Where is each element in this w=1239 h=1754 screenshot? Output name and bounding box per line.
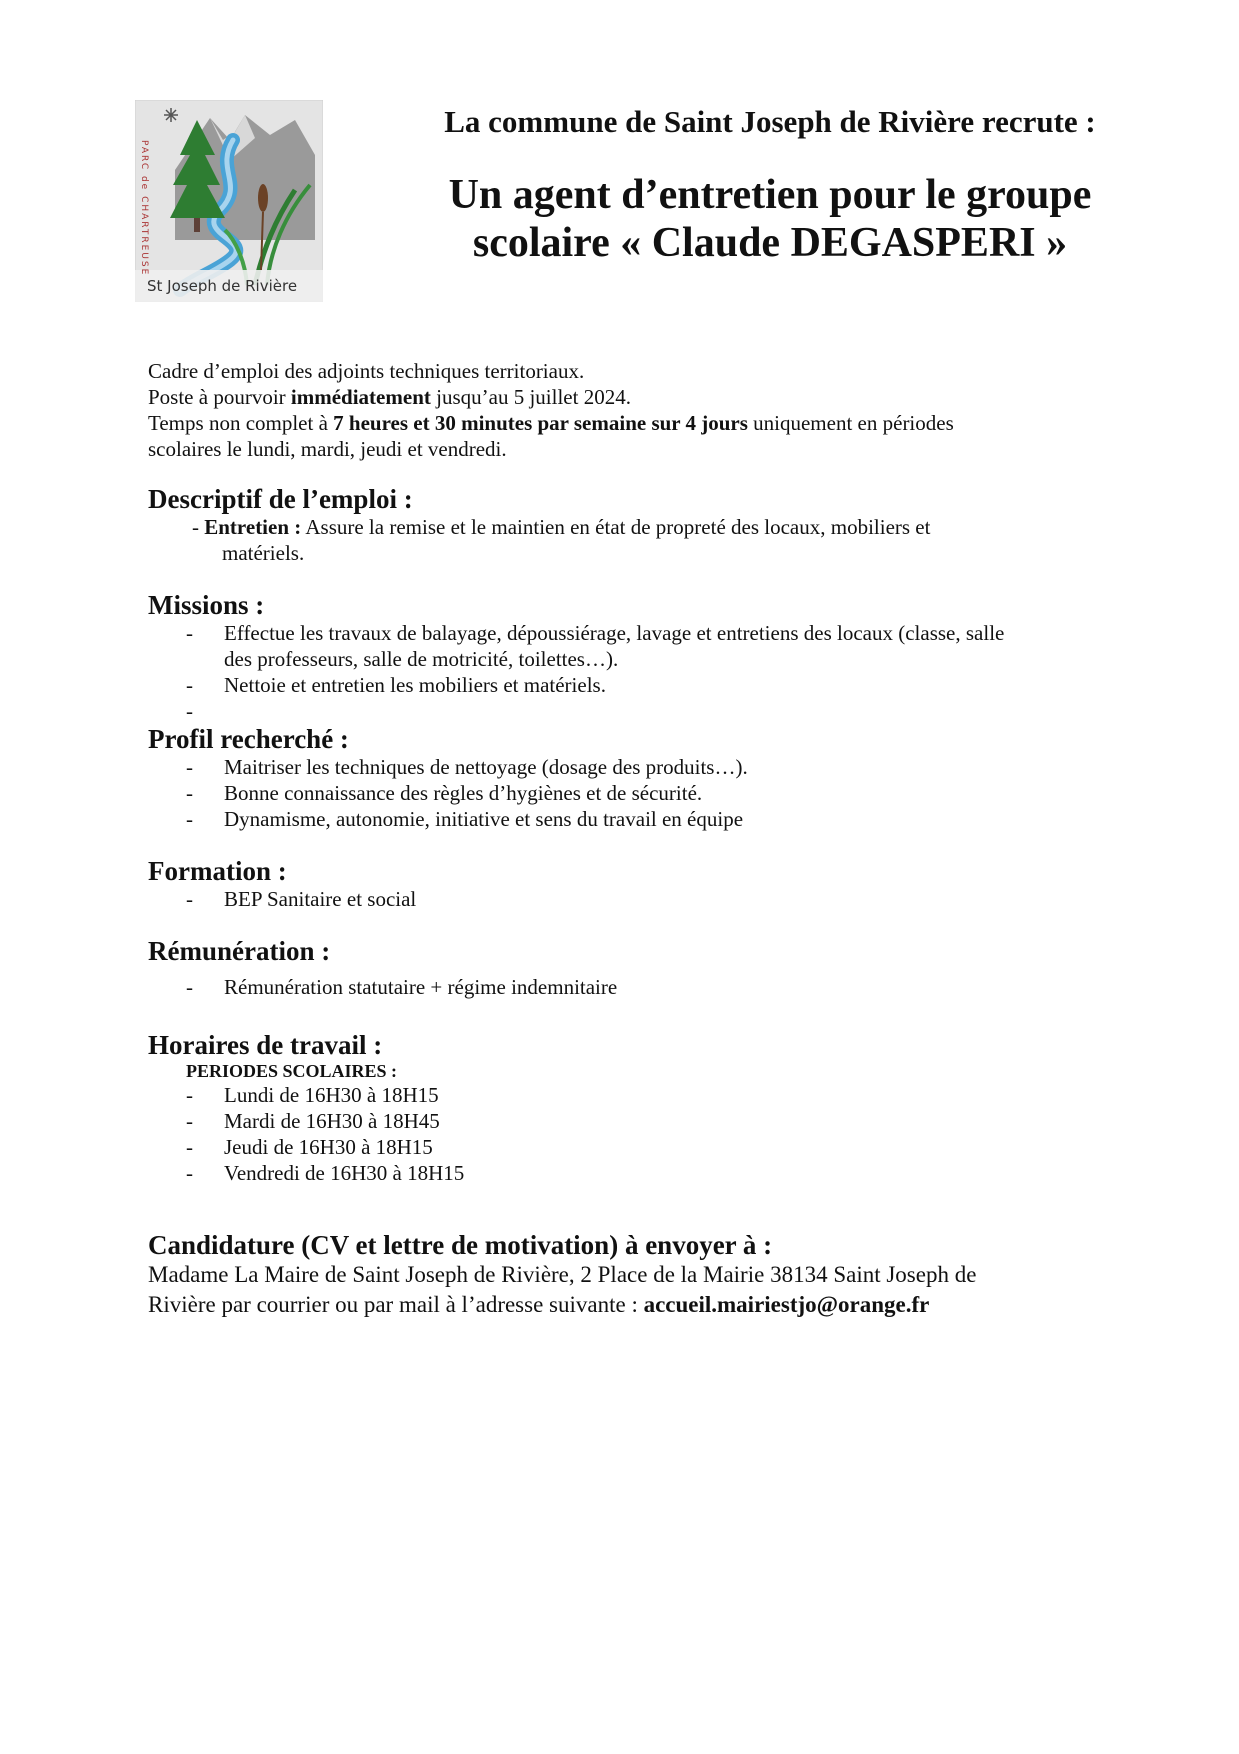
- list-item-text: BEP Sanitaire et social: [224, 887, 417, 911]
- descriptif-continuation: matériels.: [222, 541, 305, 565]
- descriptif-label: Entretien :: [204, 515, 302, 539]
- list-item-text: Rémunération statutaire + régime indemnitaire: [224, 975, 618, 999]
- candidature-address: Madame La Maire de Saint Joseph de Rivière, 2 Place de la Mairie 38134 Saint Joseph de: [148, 1262, 977, 1287]
- section-heading: Horaires de travail :: [148, 1030, 383, 1060]
- list-item: [148, 1108, 1098, 1134]
- intro-text: Temps non complet à: [148, 411, 334, 435]
- intro-text: uniquement en périodes: [747, 411, 954, 435]
- dash-bullet: -: [186, 975, 193, 999]
- dash-bullet: -: [186, 673, 193, 697]
- list-item: [148, 1082, 1098, 1108]
- section-missions: [148, 590, 1098, 724]
- list-item: [148, 806, 1098, 832]
- section-heading: Missions :: [148, 590, 265, 620]
- descriptif-text: Assure la remise et le maintien en état de propreté des locaux, mobiliers et: [301, 515, 931, 539]
- list-item-text: Maitriser les techniques de nettoyage (dosage des produits…).: [224, 755, 748, 779]
- logo-image: [135, 100, 323, 302]
- section-descriptif: [148, 484, 1098, 566]
- intro-emphasis: immédiatement: [290, 385, 431, 409]
- dash-bullet: -: [186, 1109, 193, 1133]
- recruit-heading: La commune de Saint Joseph de Rivière recrute :: [444, 104, 1096, 139]
- formation-list: [148, 886, 1098, 912]
- remuneration-list: [148, 974, 1098, 1000]
- intro-block: [148, 358, 1098, 462]
- list-item: [148, 886, 1098, 912]
- section-heading: Candidature (CV et lettre de motivation) à envoyer à :: [148, 1230, 773, 1260]
- list-item: [148, 698, 1098, 724]
- list-item-text: Bonne connaissance des règles d’hygiènes et de sécurité.: [224, 781, 703, 805]
- list-item-text: Dynamisme, autonomie, initiative et sens du travail en équipe: [224, 807, 744, 831]
- dash-bullet: -: [186, 1135, 193, 1159]
- logo-vertical-text: PARC de CHARTREUSE: [139, 140, 149, 277]
- section-formation: [148, 856, 1098, 912]
- horaires-subheading: PERIODES SCOLAIRES :: [186, 1061, 398, 1081]
- logo-caption: St Joseph de Rivière: [147, 277, 298, 295]
- list-item-text: Mardi de 16H30 à 18H45: [224, 1109, 440, 1133]
- intro-line-1: Cadre d’emploi des adjoints techniques territoriaux.: [148, 359, 585, 383]
- intro-line-3: [148, 410, 1098, 436]
- intro-text: jusqu’au 5 juillet 2024.: [430, 385, 631, 409]
- list-item: [148, 754, 1098, 780]
- section-profil: [148, 724, 1098, 832]
- intro-emphasis: 7 heures et 30 minutes par semaine sur 4 jours: [333, 411, 748, 435]
- list-item: [148, 780, 1098, 806]
- dash-bullet: -: [186, 621, 193, 645]
- commune-logo: [135, 100, 323, 302]
- list-item: [148, 620, 1098, 672]
- posting-body: [148, 358, 1098, 1320]
- dash-bullet: -: [186, 781, 193, 805]
- list-item-text: Nettoie et entretien les mobiliers et matériels.: [224, 673, 606, 697]
- horaires-list: [148, 1082, 1098, 1186]
- section-heading: Rémunération :: [148, 936, 331, 966]
- dash-bullet: -: [186, 807, 193, 831]
- section-horaires: [148, 1030, 1098, 1186]
- section-heading: Descriptif de l’emploi :: [148, 484, 413, 514]
- dash-bullet: -: [186, 1161, 193, 1185]
- profil-list: [148, 754, 1098, 832]
- candidature-text: Rivière par courrier ou par mail à l’adresse suivante :: [148, 1292, 644, 1317]
- job-title-line-2: scolaire « Claude DEGASPERI »: [472, 220, 1068, 266]
- descriptif-line: [148, 514, 1098, 540]
- dash-bullet: -: [186, 755, 193, 779]
- email-address[interactable]: accueil.mairiestjo@orange.fr: [643, 1292, 930, 1317]
- section-candidature: [148, 1230, 1098, 1320]
- intro-line-2: [148, 384, 1098, 410]
- section-heading: Formation :: [148, 856, 287, 886]
- section-heading: Profil recherché :: [148, 724, 349, 754]
- list-item-text: Lundi de 16H30 à 18H15: [224, 1083, 439, 1107]
- list-item-text: des professeurs, salle de motricité, toilettes…).: [224, 647, 619, 671]
- dash-bullet: -: [186, 887, 193, 911]
- candidature-line-2: [148, 1290, 1098, 1320]
- list-item-text: Jeudi de 16H30 à 18H15: [224, 1135, 433, 1159]
- missions-list: [148, 620, 1098, 724]
- list-item-text: Vendredi de 16H30 à 18H15: [224, 1161, 465, 1185]
- section-remuneration: [148, 936, 1098, 1000]
- list-item: [148, 1160, 1098, 1186]
- dash-bullet: -: [186, 1083, 193, 1107]
- intro-text: Poste à pourvoir: [148, 385, 291, 409]
- list-item-text: Effectue les travaux de balayage, dépoussiérage, lavage et entretiens des locaux (classe, salle: [224, 621, 1005, 645]
- list-item: [148, 1134, 1098, 1160]
- job-title-line-1: Un agent d’entretien pour le groupe: [448, 172, 1092, 218]
- dash-bullet: -: [192, 515, 199, 539]
- intro-line-4: scolaires le lundi, mardi, jeudi et vendredi.: [148, 437, 507, 461]
- job-title: [345, 171, 1195, 267]
- dash-bullet: -: [186, 699, 193, 723]
- list-item: [148, 672, 1098, 698]
- list-item: [148, 974, 1098, 1000]
